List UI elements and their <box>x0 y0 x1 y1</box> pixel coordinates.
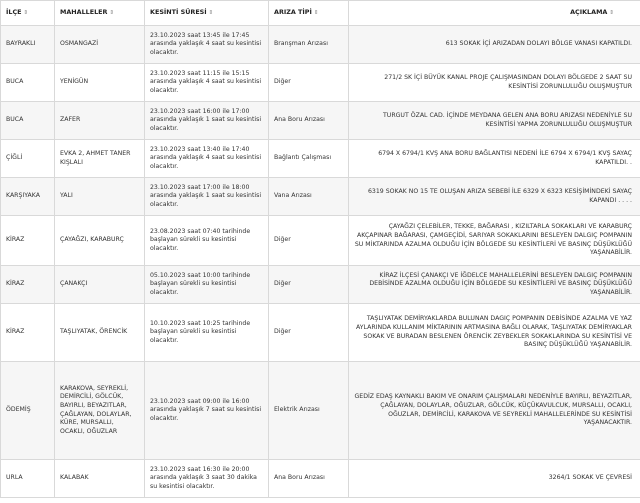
cell-kesinti-suresi: 10.10.2023 saat 10:25 tarihinde başlayan sürekli su kesintisi olacaktır. <box>145 304 269 362</box>
cell-mahalle: ÇAYAĞZI, KARABURÇ <box>55 216 145 266</box>
sort-icon[interactable]: ⇕ <box>208 10 214 17</box>
cell-aciklama: ÇAYAĞZI ÇELEBİLER, TEKKE, BAĞARASI , KIZILTARLA SOKAKLARI VE KARABURÇ AKÇAPINAR BAĞARASI, ÇAMGEÇİDİ, SARIYAR SOKAKLARINI BESLEYEN DALGIÇ POMPANIN SU MİKTARINDA AZALMA OLDUĞU İÇİN BÖLGEDE SU KESİNTİLERİ VE BASINÇ DÜŞÜKLÜĞÜ YAŞANABİLİR. <box>349 216 640 266</box>
cell-ilce: KİRAZ <box>1 216 55 266</box>
table-row <box>1 362 640 460</box>
cell-ilce: BAYRAKLI <box>1 26 55 64</box>
table-row <box>1 140 640 178</box>
table-row <box>1 64 640 102</box>
cell-ariza-tipi: Branşman Arızası <box>269 26 349 64</box>
cell-aciklama: KİRAZ İLÇESİ ÇANAKÇI VE İĞDELCE MAHALLELERİNİ BESLEYEN DALGIÇ POMPANIN DEBİSİNDE AZALMA OLDUĞU İÇİN BÖLGEDE SU KESİNTİLERİ VE BASINÇ DÜŞÜKLÜĞÜ YAŞANABİLİR. <box>349 266 640 304</box>
cell-ariza-tipi: Elektrik Arızası <box>269 362 349 460</box>
cell-aciklama: 3264/1 SOKAK VE ÇEVRESİ <box>349 460 640 498</box>
cell-aciklama: 271/2 SK İÇİ BÜYÜK KANAL PROJE ÇALIŞMASINDAN DOLAYI BÖLGEDE 2 SAAT SU KESİNTİSİ ZORUNLULUĞU OLUŞMUŞTUR <box>349 64 640 102</box>
cell-ariza-tipi: Ana Boru Arızası <box>269 460 349 498</box>
table-row <box>1 102 640 140</box>
table-row <box>1 178 640 216</box>
cell-ilce: BUCA <box>1 102 55 140</box>
sort-icon[interactable]: ⇕ <box>23 10 29 17</box>
cell-kesinti-suresi: 23.10.2023 saat 13:45 ile 17:45 arasında yaklaşık 4 saat su kesintisi olacaktır. <box>145 26 269 64</box>
cell-kesinti-suresi: 05.10.2023 saat 10:00 tarihinde başlayan sürekli su kesintisi olacaktır. <box>145 266 269 304</box>
cell-ariza-tipi: Diğer <box>269 266 349 304</box>
cell-kesinti-suresi: 23.10.2023 saat 11:15 ile 15:15 arasında yaklaşık 4 saat su kesintisi olacaktır. <box>145 64 269 102</box>
sort-icon[interactable]: ⇕ <box>313 10 319 17</box>
table-header-row <box>1 1 640 26</box>
cell-mahalle: KARAKOVA, SEYREKLİ, DEMİRCİLİ, GÖLCÜK, BAYIRLI, BEYAZITLAR, ÇAĞLAYAN, DOLAYLAR, KÜRE, MURSALLI, OCAKLI, OĞUZLAR <box>55 362 145 460</box>
cell-ariza-tipi: Diğer <box>269 304 349 362</box>
cell-kesinti-suresi: 23.08.2023 saat 07:40 tarihinde başlayan sürekli su kesintisi olacaktır. <box>145 216 269 266</box>
header-ariza-tipi[interactable]: ARIZA TİPİ ⇕ <box>269 1 349 26</box>
cell-ariza-tipi: Ana Boru Arızası <box>269 102 349 140</box>
cell-ariza-tipi: Bağlantı Çalışması <box>269 140 349 178</box>
cell-mahalle: ÇANAKÇI <box>55 266 145 304</box>
cell-ilce: ÇİĞLİ <box>1 140 55 178</box>
table-row <box>1 26 640 64</box>
cell-kesinti-suresi: 23.10.2023 saat 17:00 ile 18:00 arasında yaklaşık 1 saat su kesintisi olacaktır. <box>145 178 269 216</box>
cell-aciklama: 6319 SOKAK NO 15 TE OLUŞAN ARIZA SEBEBİ İLE 6329 X 6323 KESİŞİMİNDEKİ SAYAÇ KAPANDI . . . . <box>349 178 640 216</box>
header-aciklama[interactable]: AÇIKLAMA ⇕ <box>349 1 640 26</box>
cell-mahalle: OSMANGAZİ <box>55 26 145 64</box>
cell-mahalle: KALABAK <box>55 460 145 498</box>
cell-aciklama: 613 SOKAK İÇİ ARIZADAN DOLAYI BÖLGE VANASI KAPATILDI. <box>349 26 640 64</box>
cell-ilce: KİRAZ <box>1 304 55 362</box>
cell-kesinti-suresi: 23.10.2023 saat 09:00 ile 16:00 arasında yaklaşık 7 saat su kesintisi olacaktır. <box>145 362 269 460</box>
sort-icon[interactable]: ⇕ <box>109 10 115 17</box>
cell-ariza-tipi: Vana Arızası <box>269 178 349 216</box>
cell-aciklama: TURGUT ÖZAL CAD. İÇİNDE MEYDANA GELEN ANA BORU ARIZASI NEDENİYLE SU KESİNTİSİ YAPMA ZORUNLULUĞU OLUŞMUŞTUR <box>349 102 640 140</box>
cell-aciklama: GEDİZ EDAŞ KAYNAKLI BAKIM VE ONARIM ÇALIŞMALARI NEDENİYLE BAYIRLI, BEYAZITLAR, ÇAĞLAYAN, DOLAYLAR, OĞUZLAR, GÖLCÜK, KÜÇÜKAVULCUK, MURSALLI, OCAKLI, OĞUZLAR, DEMİRCİLİ, KARAKOVA VE SEYREKLİ MAHALLELERİNDE SU KESİNTİSİ YAŞANACAKTIR. <box>349 362 640 460</box>
cell-ariza-tipi: Diğer <box>269 64 349 102</box>
header-ilce[interactable]: İLÇE ⇕ <box>1 1 55 26</box>
cell-mahalle: YALI <box>55 178 145 216</box>
header-mahalleler[interactable]: MAHALLELER ⇕ <box>55 1 145 26</box>
table-row <box>1 216 640 266</box>
cell-kesinti-suresi: 23.10.2023 saat 16:30 ile 20:00 arasında yaklaşık 3 saat 30 dakika su kesintisi olacaktır. <box>145 460 269 498</box>
cell-mahalle: EVKA 2, AHMET TANER KIŞLALI <box>55 140 145 178</box>
cell-mahalle: TAŞLIYATAK, ÖRENCİK <box>55 304 145 362</box>
cell-ariza-tipi: Diğer <box>269 216 349 266</box>
cell-ilce: ÖDEMİŞ <box>1 362 55 460</box>
cell-mahalle: ZAFER <box>55 102 145 140</box>
cell-mahalle: YENİGÜN <box>55 64 145 102</box>
cell-ilce: BUCA <box>1 64 55 102</box>
header-kesinti-suresi[interactable]: KESİNTİ SÜRESİ ⇕ <box>145 1 269 26</box>
cell-kesinti-suresi: 23.10.2023 saat 13:40 ile 17:40 arasında yaklaşık 4 saat su kesintisi olacaktır. <box>145 140 269 178</box>
cell-kesinti-suresi: 23.10.2023 saat 16:00 ile 17:00 arasında yaklaşık 1 saat su kesintisi olacaktır. <box>145 102 269 140</box>
table-row <box>1 266 640 304</box>
cell-ilce: KARŞIYAKA <box>1 178 55 216</box>
sort-icon[interactable]: ⇕ <box>609 10 614 17</box>
cell-aciklama: 6794 X 6794/1 KVŞ ANA BORU BAĞLANTISI NEDENİ İLE 6794 X 6794/1 KVŞ SAYAÇ KAPATILDI. . <box>349 140 640 178</box>
table-row <box>1 460 640 498</box>
cell-ilce: KİRAZ <box>1 266 55 304</box>
cell-ilce: URLA <box>1 460 55 498</box>
cell-aciklama: TAŞLIYATAK DEMİRYAKLARDA BULUNAN DAGIÇ POMPANIN DEBİSİNDE AZALMA VE YAZ AYLARINDA KULLANIM MİKTARININ ARTMASINA BAĞLI OLARAK, TAŞLIYATAK DEMİRYAKLAR SOKAK VE BURADAN BESLENEN ÖRENCİK ZEYBEKLER SOKAKLARINDA SU KESİNTİSİ VE BASINÇ DÜŞÜKLÜĞÜ YAŞANABİLİR. <box>349 304 640 362</box>
table-row <box>1 304 640 362</box>
